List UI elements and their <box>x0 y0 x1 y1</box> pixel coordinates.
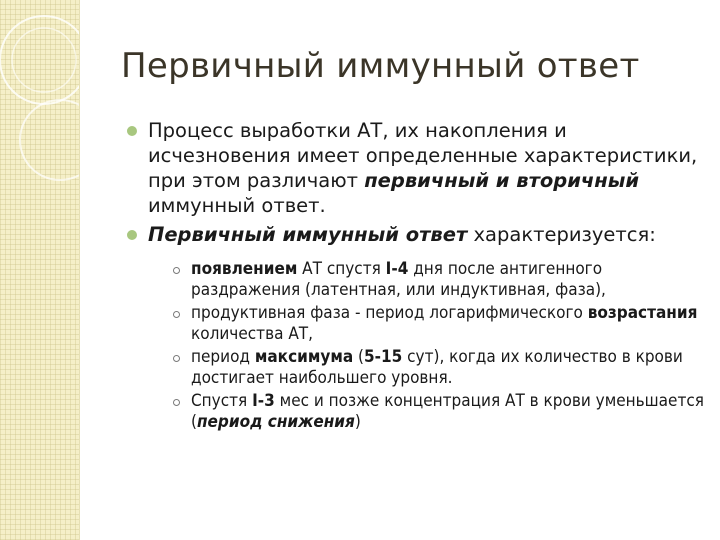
sub-item-productive-phase <box>163 303 707 345</box>
sub-bullet-ring-icon <box>173 267 180 274</box>
slide-content <box>127 118 707 437</box>
sub-item-text: сут), когда их количество в крови достигает наибольшего уровня. <box>191 347 683 388</box>
sub-item-text: период <box>191 347 255 367</box>
bullet-emphasis: Первичный иммунный ответ <box>148 223 468 246</box>
decorative-side-band <box>0 0 80 540</box>
sub-bullet-ring-icon <box>173 311 180 318</box>
sub-item-bold: возрастания <box>587 303 698 323</box>
bullet-dot-icon <box>127 126 137 136</box>
sub-item-text: мес и позже концентрация АТ в крови уменьшается ( <box>191 391 704 432</box>
bullet-text-end: характеризуется: <box>467 223 656 246</box>
sub-bullet-ring-icon <box>173 355 180 362</box>
bullet-dot-icon <box>127 230 137 240</box>
sub-item-bold: максимума <box>254 347 354 367</box>
sub-item-text: ) <box>354 412 361 432</box>
sub-item-bold: появлением <box>191 259 298 279</box>
sub-list <box>163 259 707 433</box>
sub-item-appearance <box>163 259 707 301</box>
bullet-emphasis: первичный и вторичный <box>364 169 640 192</box>
bullet-process <box>127 118 707 218</box>
sub-item-text: продуктивная фаза - период логарифмического <box>191 303 588 323</box>
sub-item-bold: 5-15 <box>363 347 403 367</box>
sub-item-text: АТ спустя <box>297 259 386 279</box>
sub-item-text: ( <box>353 347 364 367</box>
sub-item-bold-italic: период снижения <box>196 412 355 432</box>
sub-item-text: количества АТ, <box>191 324 313 344</box>
sub-bullet-ring-icon <box>173 399 180 406</box>
slide-title: Первичный иммунный ответ <box>121 46 640 86</box>
sub-item-decline <box>163 391 707 433</box>
bullet-text-end: иммунный ответ. <box>148 194 326 217</box>
decorative-circles <box>0 0 79 540</box>
bullet-primary-response <box>127 222 707 433</box>
sub-item-text: дня после антигенного раздражения (латентная, или индуктивная, фаза), <box>191 259 606 300</box>
sub-item-bold: I-3 <box>252 391 275 411</box>
sub-item-maximum <box>163 347 707 389</box>
sub-item-text: Спустя <box>191 391 253 411</box>
bullet-text: Процесс выработки АТ, их накопления и исчезновения имеет определенные характеристики, при этом различают <box>148 119 698 192</box>
sub-item-bold: I-4 <box>385 259 409 279</box>
